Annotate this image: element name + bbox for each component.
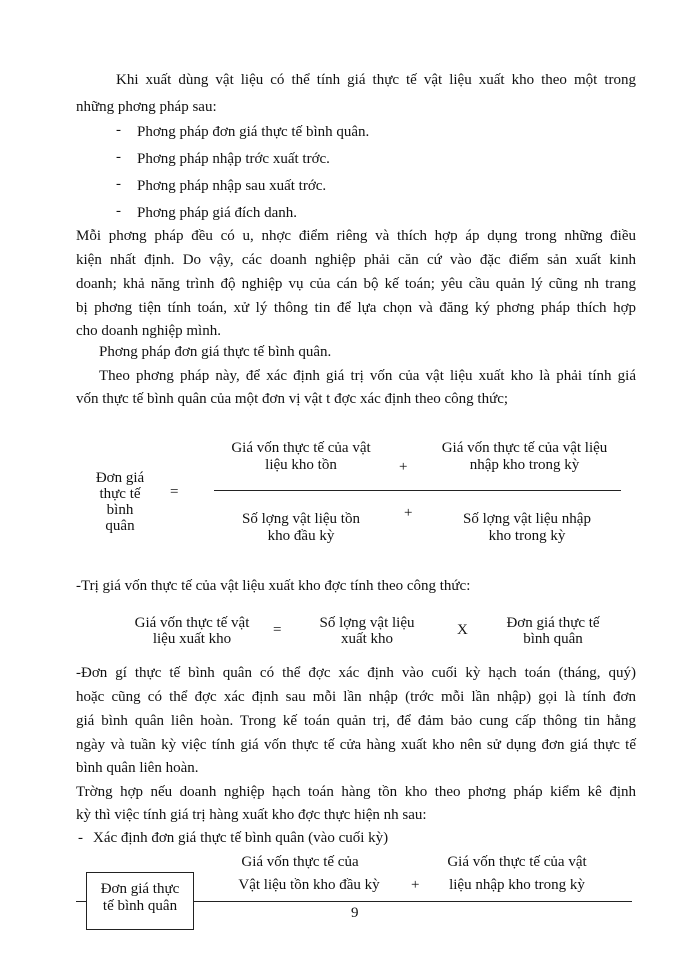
bullet: -: [116, 149, 121, 165]
list-item: Xác định đơn giá thực tế bình quân (vào cuối kỳ): [93, 830, 389, 846]
text-line: bình quân liên hoàn.: [76, 760, 199, 776]
text-line: vốn thực tế bình quân của một đơn vị vật t đợc xác định theo công thức;: [76, 391, 509, 407]
dash: -: [78, 830, 83, 846]
numerator-left: Giá vốn thực tế của vật liệu kho tồn: [231, 440, 371, 473]
numerator-right-line2: liệu nhập kho trong kỳ: [449, 877, 585, 893]
method-item: Phơng pháp đơn giá thực tế bình quân.: [137, 124, 370, 140]
page-number: 9: [351, 905, 359, 921]
equals-sign: =: [273, 622, 282, 638]
plus-sign: +: [399, 459, 408, 475]
text-line: doanh; khả năng trình độ nghiệp vụ của cán bộ kế toán; yêu cầu quản lý cũng nh trang: [76, 276, 636, 292]
formula-term: Số lợng vật liệu xuất kho: [319, 615, 415, 647]
times-sign: X: [457, 622, 468, 638]
method-item: Phơng pháp nhập trớc xuất trớc.: [137, 151, 330, 167]
intro-line-1: Khi xuất dùng vật liệu có thể tính giá thực tế vật liệu xuất kho theo một trong: [116, 72, 636, 88]
text-line: ngày và tuần kỳ việc tính giá vốn thực tế cửa hàng xuất kho nên sử dụng đơn giá thực tế: [76, 737, 636, 753]
text-line: Trờng hợp nếu doanh nghiệp hạch toán hàng tồn kho theo phơng pháp kiểm kê định: [76, 784, 636, 800]
numerator-right-line1: Giá vốn thực tế của vật: [447, 854, 587, 870]
text-line: giá bình quân liên hoàn. Trong kế toán quản trị, để đảm bảo cung cấp thông tin hằng: [76, 713, 636, 729]
text-line: hoặc cũng có thể đợc xác định sau mỗi lần nhập (trớc mỗi lần nhập) gọi là tính đơn: [76, 689, 636, 705]
numerator-right: Giá vốn thực tế của vật liệu nhập kho trong kỳ: [441, 440, 608, 473]
method-item: Phơng pháp giá đích danh.: [137, 205, 297, 221]
text-line: cho doanh nghiệp mình.: [76, 323, 221, 339]
text-line: bị phơng tiện tính toán, xử lý thông tin để lựa chọn và đăng ký phơng pháp thích hợp: [76, 300, 636, 316]
numerator-left-line1: Giá vốn thực tế của: [241, 854, 359, 870]
method-item: Phơng pháp nhập sau xuất trớc.: [137, 178, 327, 194]
formula-term: Đơn giá thực tế bình quân: [506, 615, 600, 647]
bullet: -: [116, 122, 121, 138]
formula-term: Giá vốn thực tế vật liệu xuất kho: [134, 615, 250, 647]
fraction-line: [214, 490, 621, 491]
formula-lhs-text: Đơn giá thực tế bình quân: [100, 881, 180, 914]
text-line: Mỗi phơng pháp đều có u, nhợc điểm riêng và thích hợp áp dụng trong những điều: [76, 228, 636, 244]
text-line: Theo phơng pháp này, để xác định giá trị vốn của vật liệu xuất kho là phải tính giá: [99, 368, 636, 384]
bullet: -: [116, 176, 121, 192]
text-line: -Trị giá vốn thực tế của vật liệu xuất kho đợc tính theo công thức:: [76, 578, 471, 594]
section-heading: Phơng pháp đơn giá thực tế bình quân.: [99, 344, 332, 360]
text-line: kỳ thì việc tính giá trị hàng xuất kho đợc thực hiện nh sau:: [76, 807, 427, 823]
text-line: kiện nhất định. Do vậy, các doanh nghiệp phải căn cứ vào đặc điểm sản xuất kinh: [76, 252, 636, 268]
text-line: -Đơn gí thực tế bình quân có thể đợc xác định vào cuối kỳ hạch toán (tháng, quý): [76, 665, 636, 681]
denominator-left: Số lợng vật liệu tồn kho đầu kỳ: [242, 511, 360, 544]
bullet: -: [116, 203, 121, 219]
intro-line-2: những phơng pháp sau:: [76, 99, 217, 115]
numerator-left-line2: Vật liệu tồn kho đầu kỳ: [238, 877, 380, 893]
denominator-right: Số lợng vật liệu nhập kho trong kỳ: [463, 511, 591, 544]
formula-lhs: Đơn giá thực tế bình quân: [95, 470, 145, 534]
equals-sign: =: [170, 484, 179, 500]
plus-sign: +: [404, 505, 413, 521]
plus-sign: +: [411, 877, 420, 893]
